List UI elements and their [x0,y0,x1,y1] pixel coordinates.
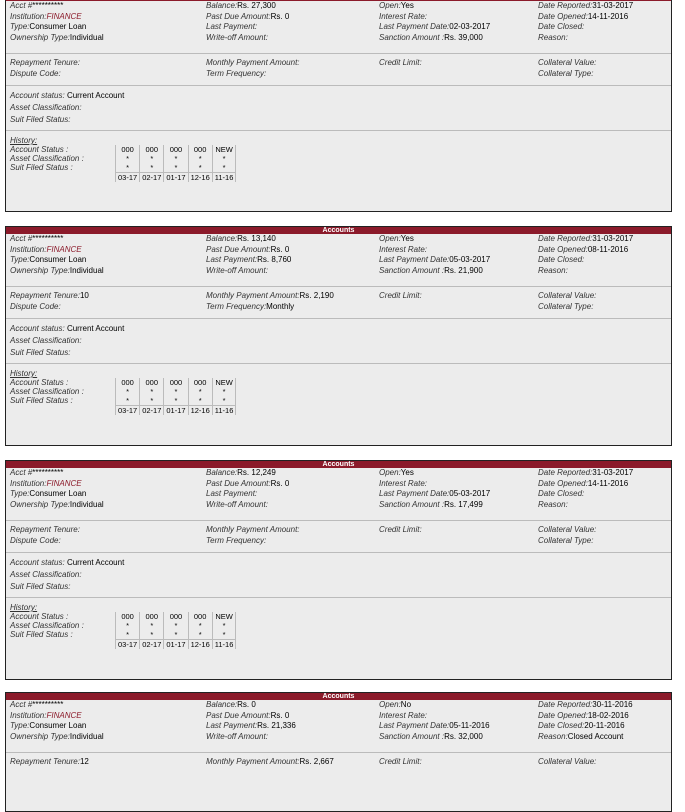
history-month: 03-17 [116,173,140,183]
field-interest-rate: Interest Rate: [379,244,428,254]
history-month: 03-17 [116,406,140,416]
field-collateral-type: Collateral Type: [538,68,594,78]
field-term-frequency: Term Frequency: [206,68,267,78]
history-suit-filed-status-label: Suit Filed Status : [10,630,73,639]
field-ownership: Ownership Type:Individual [10,499,104,509]
history-cell: NEW [212,145,236,154]
history-cell: * [140,630,164,640]
field-repayment-tenure: Repayment Tenure:12 [10,757,89,766]
history-month: 11-16 [212,173,236,183]
field-credit-limit: Credit Limit: [379,525,422,534]
history-row-suit [116,396,236,406]
history-cell: 000 [140,378,164,387]
field-sanction-amount: Sanction Amount :Rs. 21,900 [379,265,483,275]
field-date-closed: Date Closed:20-11-2016 [538,721,625,730]
field-balance: Balance:Rs. 13,140 [206,234,276,243]
history-section [6,364,671,446]
repayment-section [6,753,671,812]
field-last-payment: Last Payment: [206,489,258,498]
field-last-payment: Last Payment: [206,22,258,31]
account-status-section [6,553,671,598]
history-months-row [116,173,236,183]
history-month: 11-16 [212,406,236,416]
history-row-suit [116,630,236,640]
field-reason: Reason: [538,32,568,42]
field-last-payment-date: Last Payment Date:02-03-2017 [379,22,491,31]
field-writeoff: Write-off Amount: [206,499,268,509]
field-credit-limit: Credit Limit: [379,58,422,67]
field-date-reported: Date Reported:31-03-2017 [538,1,634,10]
field-acct: Acct #********** [10,234,64,243]
field-open: Open:Yes [379,468,414,477]
field-term-frequency: Term Frequency:Monthly [206,301,295,311]
history-cell: * [140,154,164,163]
history-month: 12-16 [188,406,212,416]
accounts-header: Accounts [6,461,671,468]
history-account-status-label: Account Status : [10,612,69,621]
history-months-row [116,406,236,416]
history-cell: 000 [188,145,212,154]
field-balance: Balance:Rs. 12,249 [206,468,276,477]
history-month: 02-17 [140,173,164,183]
field-reason: Reason: [538,499,568,509]
field-balance: Balance:Rs. 27,300 [206,1,276,10]
history-label: History: [10,136,38,145]
history-asset-classification-label: Asset Classification : [10,387,84,396]
field-date-closed: Date Closed: [538,22,585,31]
history-cell: * [116,630,140,640]
field-last-payment-date: Last Payment Date:05-03-2017 [379,255,491,264]
history-cell: * [116,396,140,406]
history-month: 03-17 [116,640,140,650]
accounts-header: Accounts [6,227,671,234]
field-asset-classification: Asset Classification: [10,570,82,579]
field-type: Type:Consumer Loan [10,255,87,264]
field-ownership: Ownership Type:Individual [10,731,104,741]
field-date-closed: Date Closed: [538,489,585,498]
history-asset-classification-label: Asset Classification : [10,154,84,163]
repayment-section [6,521,671,553]
field-last-payment-date: Last Payment Date:05-03-2017 [379,489,491,498]
field-collateral-value: Collateral Value: [538,58,597,67]
field-writeoff: Write-off Amount: [206,265,268,275]
history-cell: * [212,387,236,396]
history-row-asset [116,154,236,163]
history-label: History: [10,369,38,378]
history-cell: NEW [212,378,236,387]
history-cell: * [116,154,140,163]
history-cell: * [116,163,140,173]
field-last-payment-date: Last Payment Date:05-11-2016 [379,721,490,730]
history-month: 02-17 [140,640,164,650]
field-interest-rate: Interest Rate: [379,478,428,488]
field-sanction-amount: Sanction Amount :Rs. 32,000 [379,731,483,741]
accounts-header: Accounts [6,693,671,700]
history-row-status [116,145,236,154]
history-month: 12-16 [188,640,212,650]
history-cell: * [164,163,188,173]
history-cell: * [188,387,212,396]
field-last-payment: Last Payment:Rs. 8,760 [206,255,292,264]
field-date-closed: Date Closed: [538,255,585,264]
field-monthly-payment: Monthly Payment Amount:Rs. 2,190 [206,291,334,300]
field-date-reported: Date Reported:30-11-2016 [538,700,633,709]
field-repayment-tenure: Repayment Tenure: [10,525,80,534]
history-section [6,131,671,212]
field-suit-filed-status: Suit Filed Status: [10,582,71,591]
history-table [115,145,236,182]
account-card [5,460,672,680]
field-past-due: Past Due Amount:Rs. 0 [206,478,290,488]
history-cell: * [212,154,236,163]
account-summary-section [6,468,671,521]
history-cell: * [140,621,164,630]
history-cell: 000 [188,378,212,387]
history-cell: NEW [212,612,236,621]
history-row-asset [116,387,236,396]
field-ownership: Ownership Type:Individual [10,32,104,42]
history-month: 02-17 [140,406,164,416]
field-monthly-payment: Monthly Payment Amount: [206,58,300,67]
field-balance: Balance:Rs. 0 [206,700,256,709]
field-institution: Institution:FINANCE [10,710,82,720]
field-monthly-payment: Monthly Payment Amount: [206,525,300,534]
field-open: Open:Yes [379,1,414,10]
history-suit-filed-status-label: Suit Filed Status : [10,396,73,405]
history-month: 12-16 [188,173,212,183]
history-table [115,378,236,415]
history-account-status-label: Account Status : [10,145,69,154]
history-cell: * [212,621,236,630]
field-suit-filed-status: Suit Filed Status: [10,115,71,124]
account-summary-section [6,1,671,54]
history-cell: 000 [188,612,212,621]
history-label: History: [10,603,38,612]
field-acct: Acct #********** [10,700,64,709]
history-cell: * [188,621,212,630]
field-writeoff: Write-off Amount: [206,731,268,741]
field-interest-rate: Interest Rate: [379,11,428,21]
field-date-opened: Date Opened:14-11-2016 [538,478,629,488]
history-cell: * [140,396,164,406]
account-card [5,0,672,212]
field-date-opened: Date Opened:08-11-2016 [538,244,629,254]
field-past-due: Past Due Amount:Rs. 0 [206,244,290,254]
field-ownership: Ownership Type:Individual [10,265,104,275]
history-month: 11-16 [212,640,236,650]
field-open: Open:Yes [379,234,414,243]
field-reason: Reason:Closed Account [538,731,624,741]
field-dispute-code: Dispute Code: [10,68,61,78]
history-cell: 000 [140,145,164,154]
field-type: Type:Consumer Loan [10,721,87,730]
field-collateral-value: Collateral Value: [538,291,597,300]
history-row-suit [116,163,236,173]
history-cell: * [188,163,212,173]
history-month: 01-17 [164,173,188,183]
history-cell: * [164,621,188,630]
field-term-frequency: Term Frequency: [206,535,267,545]
history-cell: * [164,630,188,640]
history-cell: 000 [164,378,188,387]
field-repayment-tenure: Repayment Tenure:10 [10,291,89,300]
field-type: Type:Consumer Loan [10,22,87,31]
field-suit-filed-status: Suit Filed Status: [10,348,71,357]
field-collateral-value: Collateral Value: [538,525,597,534]
field-institution: Institution:FINANCE [10,244,82,254]
history-cell: * [212,163,236,173]
history-cell: * [188,630,212,640]
history-suit-filed-status-label: Suit Filed Status : [10,163,73,172]
field-collateral-type: Collateral Type: [538,535,594,545]
history-row-status [116,612,236,621]
history-month: 01-17 [164,406,188,416]
field-collateral-type: Collateral Type: [538,301,594,311]
field-account-status: Account status: Current Account [10,558,125,567]
field-date-reported: Date Reported:31-03-2017 [538,234,634,243]
history-cell: 000 [140,612,164,621]
field-date-reported: Date Reported:31-03-2017 [538,468,634,477]
account-card [5,692,672,812]
history-month: 01-17 [164,640,188,650]
history-row-asset [116,621,236,630]
field-dispute-code: Dispute Code: [10,535,61,545]
history-cell: * [140,163,164,173]
history-cell: * [116,387,140,396]
field-acct: Acct #********** [10,468,64,477]
history-cell: * [212,630,236,640]
field-type: Type:Consumer Loan [10,489,87,498]
field-acct: Acct #********** [10,1,64,10]
field-past-due: Past Due Amount:Rs. 0 [206,710,290,720]
field-last-payment: Last Payment:Rs. 21,336 [206,721,296,730]
history-cell: * [188,154,212,163]
history-cell: 000 [116,612,140,621]
field-reason: Reason: [538,265,568,275]
history-cell: 000 [116,378,140,387]
history-cell: * [164,396,188,406]
field-sanction-amount: Sanction Amount :Rs. 39,000 [379,32,483,42]
history-table [115,612,236,649]
field-asset-classification: Asset Classification: [10,336,82,345]
history-row-status [116,378,236,387]
history-months-row [116,640,236,650]
field-credit-limit: Credit Limit: [379,757,422,766]
field-date-opened: Date Opened:18-02-2016 [538,710,629,720]
history-cell: * [164,154,188,163]
history-cell: 000 [164,145,188,154]
field-institution: Institution:FINANCE [10,11,82,21]
history-account-status-label: Account Status : [10,378,69,387]
field-collateral-value: Collateral Value: [538,757,597,766]
repayment-section [6,287,671,319]
field-credit-limit: Credit Limit: [379,291,422,300]
field-asset-classification: Asset Classification: [10,103,82,112]
repayment-section [6,54,671,86]
history-cell: * [212,396,236,406]
field-repayment-tenure: Repayment Tenure: [10,58,80,67]
field-account-status: Account status: Current Account [10,91,125,100]
field-past-due: Past Due Amount:Rs. 0 [206,11,290,21]
history-cell: * [116,621,140,630]
history-section [6,598,671,680]
history-cell: * [188,396,212,406]
account-summary-section [6,234,671,287]
field-open: Open:No [379,700,412,709]
history-cell: * [140,387,164,396]
field-dispute-code: Dispute Code: [10,301,61,311]
field-writeoff: Write-off Amount: [206,32,268,42]
account-status-section [6,86,671,131]
account-summary-section [6,700,671,753]
account-card [5,226,672,446]
field-date-opened: Date Opened:14-11-2016 [538,11,629,21]
field-institution: Institution:FINANCE [10,478,82,488]
history-asset-classification-label: Asset Classification : [10,621,84,630]
field-interest-rate: Interest Rate: [379,710,428,720]
field-account-status: Account status: Current Account [10,324,125,333]
field-sanction-amount: Sanction Amount :Rs. 17,499 [379,499,483,509]
account-status-section [6,319,671,364]
field-monthly-payment: Monthly Payment Amount:Rs. 2,667 [206,757,334,766]
history-cell: * [164,387,188,396]
history-cell: 000 [164,612,188,621]
history-cell: 000 [116,145,140,154]
